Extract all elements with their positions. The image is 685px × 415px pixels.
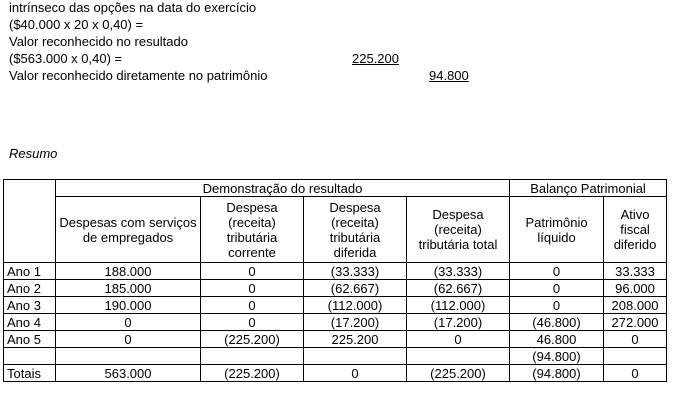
table-row [4, 348, 667, 365]
group-header-bp: Balanço Patrimonial [510, 180, 667, 197]
row-label: Ano 1 [4, 263, 56, 280]
col-header-trib-corrente: Despesa (receita) tributária corrente [201, 197, 304, 263]
table-cell: 0 [510, 280, 604, 297]
corner-cell [4, 180, 56, 263]
group-header-dre: Demonstração do resultado [56, 180, 510, 197]
row-label: Ano 4 [4, 314, 56, 331]
table-cell [604, 348, 667, 365]
totals-cell: (94.800) [510, 365, 604, 382]
table-cell: (17.200) [304, 314, 407, 331]
col-header-trib-total: Despesa (receita) tributária total [407, 197, 510, 263]
resumo-heading: Resumo [9, 146, 58, 161]
table-cell: 96.000 [604, 280, 667, 297]
table-cell: 0 [407, 331, 510, 348]
row-label: Ano 3 [4, 297, 56, 314]
table-cell: 208.000 [604, 297, 667, 314]
table-row [4, 331, 667, 348]
totals-cell: 0 [604, 365, 667, 382]
totals-cell: (225.200) [201, 365, 304, 382]
table-cell: 185.000 [56, 280, 201, 297]
text-line-1: intrínseco das opções na data do exercício [9, 0, 257, 15]
table-cell: (17.200) [407, 314, 510, 331]
text-line-2: ($40.000 x 20 x 0,40) = [9, 17, 144, 32]
totals-row [4, 365, 667, 382]
table-cell [56, 348, 201, 365]
totals-cell: (225.200) [407, 365, 510, 382]
table-cell: 0 [510, 297, 604, 314]
table-cell: (62.667) [304, 280, 407, 297]
col-header-trib-diferida: Despesa (receita) tributária diferida [304, 197, 407, 263]
table-cell [304, 348, 407, 365]
table-row [4, 297, 667, 314]
group-header-row [4, 180, 667, 197]
table-cell: 0 [56, 314, 201, 331]
row-label: Ano 5 [4, 331, 56, 348]
column-header-row [4, 197, 667, 263]
amount-resultado: 225.200 [352, 51, 399, 66]
table-cell: 0 [201, 297, 304, 314]
table-cell: (33.333) [304, 263, 407, 280]
table-cell: 46.800 [510, 331, 604, 348]
table-cell [407, 348, 510, 365]
table-cell: (112.000) [407, 297, 510, 314]
amount-patrimonio: 94.800 [429, 68, 469, 83]
summary-table [3, 179, 667, 382]
table-cell: (94.800) [510, 348, 604, 365]
table-cell: 0 [201, 280, 304, 297]
table-cell: (62.667) [407, 280, 510, 297]
col-header-patrimonio-liquido: Patrimônio líquido [510, 197, 604, 263]
table-cell: 33.333 [604, 263, 667, 280]
table-cell: 0 [201, 314, 304, 331]
table-cell: (112.000) [304, 297, 407, 314]
table-cell: 188.000 [56, 263, 201, 280]
table-cell: (33.333) [407, 263, 510, 280]
table-cell: 0 [201, 263, 304, 280]
table-row [4, 280, 667, 297]
table-cell: 190.000 [56, 297, 201, 314]
table-cell: 272.000 [604, 314, 667, 331]
text-line-4: ($563.000 x 0,40) = [9, 51, 123, 66]
totals-label: Totais [4, 365, 56, 382]
text-line-5: Valor reconhecido diretamente no patrimônio [9, 68, 268, 83]
table-row [4, 263, 667, 280]
col-header-despesas-empregados: Despesas com serviços de empregados [56, 197, 201, 263]
table-cell: (46.800) [510, 314, 604, 331]
table-cell: 0 [604, 331, 667, 348]
table-cell: (225.200) [201, 331, 304, 348]
table-cell: 225.200 [304, 331, 407, 348]
table-cell: 0 [510, 263, 604, 280]
totals-cell: 0 [304, 365, 407, 382]
table-cell: 0 [56, 331, 201, 348]
table-row [4, 314, 667, 331]
row-label: Ano 2 [4, 280, 56, 297]
totals-cell: 563.000 [56, 365, 201, 382]
col-header-ativo-fiscal: Ativo fiscal diferido [604, 197, 667, 263]
table-cell [201, 348, 304, 365]
text-line-3: Valor reconhecido no resultado [9, 34, 188, 49]
row-label [4, 348, 56, 365]
